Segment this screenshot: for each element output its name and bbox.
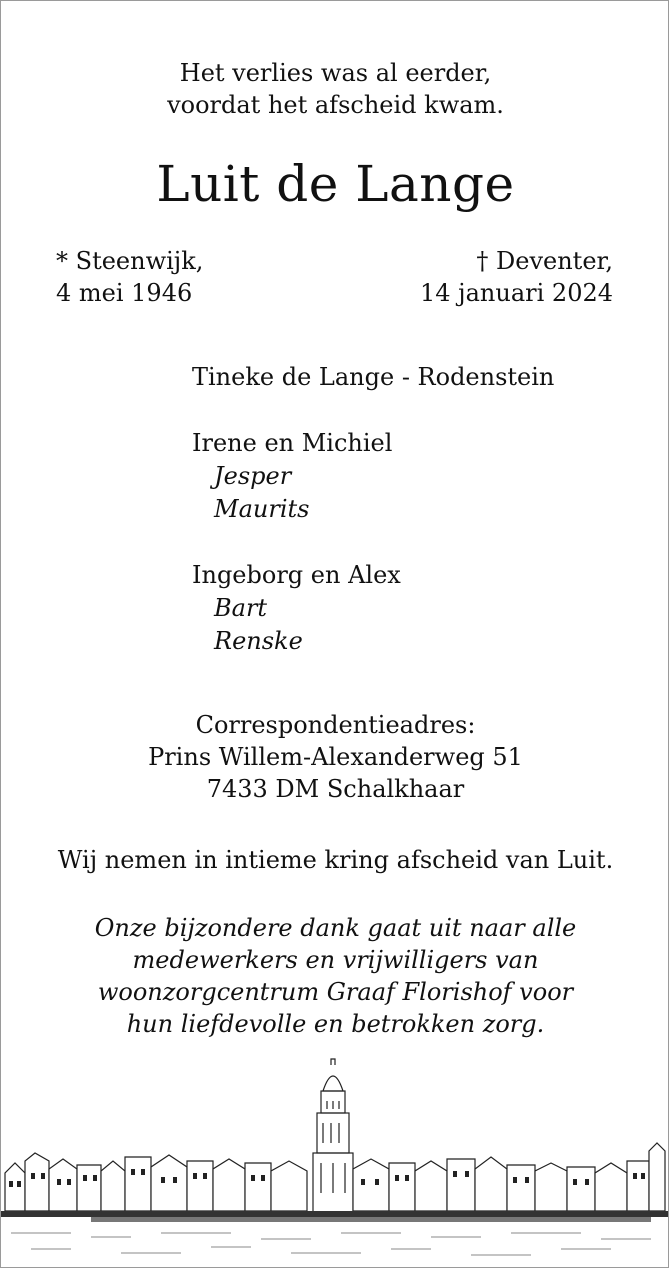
farewell-text: Wij nemen in intieme kring afscheid van Luit.: [57, 846, 614, 874]
grandchild-name: Renske: [214, 627, 303, 655]
thanks-line: hun liefdevolle en betrokken zorg.: [126, 1010, 545, 1038]
thanks-text: [1, 912, 669, 1040]
death-place: † Deventer,: [476, 247, 613, 275]
birth-date: 4 mei 1946: [56, 279, 193, 307]
death-date: 14 januari 2024: [420, 279, 613, 307]
family-parents: Ingeborg en Alex: [192, 561, 401, 589]
correspondence-address: [1, 709, 669, 805]
grandchild-name: Maurits: [214, 495, 310, 523]
family-parents: Irene en Michiel: [192, 429, 393, 457]
death-info: [420, 245, 613, 309]
address-label: Correspondentieadres:: [195, 711, 476, 739]
spouse-name: Tineke de Lange - Rodenstein: [192, 363, 555, 391]
city-skyline-illustration: [1, 1051, 669, 1268]
address-city: 7433 DM Schalkhaar: [206, 775, 465, 803]
birth-info: [56, 245, 203, 309]
grandchild-name: Bart: [214, 594, 268, 622]
birth-place: * Steenwijk,: [56, 247, 204, 275]
thanks-line: medewerkers en vrijwilligers van: [132, 946, 539, 974]
thanks-line: woonzorgcentrum Graaf Florishof voor: [97, 978, 574, 1006]
address-street: Prins Willem-Alexanderweg 51: [148, 743, 523, 771]
family-list: [192, 361, 554, 658]
opening-quote: [1, 57, 669, 121]
thanks-line: Onze bijzondere dank gaat uit naar alle: [94, 914, 577, 942]
deceased-name: Luit de Lange: [156, 155, 515, 213]
grandchild-name: Jesper: [214, 462, 292, 490]
quote-line: voordat het afscheid kwam.: [167, 91, 504, 119]
quote-line: Het verlies was al eerder,: [179, 59, 492, 87]
